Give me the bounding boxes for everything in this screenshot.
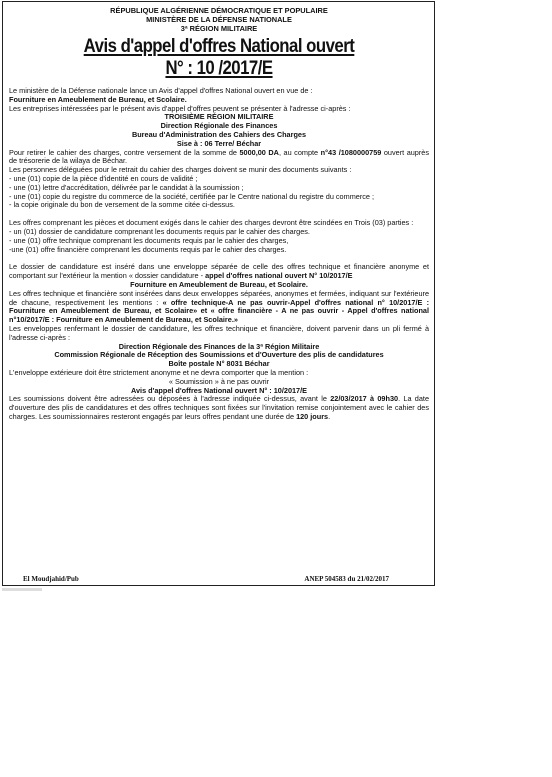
payment-text-b: , au compte <box>278 147 321 157</box>
outer-envelope-mention: « Soumission » à ne pas ouvrir <box>168 376 270 386</box>
title-line1: Avis d'appel d'offres National ouvert <box>83 35 355 57</box>
validity-days: 120 jours <box>296 411 329 421</box>
title-number: N° : 10 /2017/E <box>165 57 273 79</box>
payment-text-c: ouvert auprès de trésorerie de la wilaya de Béchar. <box>9 147 430 166</box>
address-region: TROISIÈME RÉGION MILITAIRE <box>164 112 274 122</box>
deadline-text-c: . <box>328 411 331 421</box>
notice-title <box>38 35 399 79</box>
notice-content <box>9 6 429 422</box>
envelopes-paragraph <box>9 290 429 325</box>
deadline-date: 22/03/2017 à 09h30 <box>330 394 399 404</box>
address-location: Sise à : 06 Terre/ Béchar <box>176 138 262 148</box>
candidature-text: Le dossier de candidature est inséré dans une enveloppe séparée de celle des offres technique et financière anonyme et comportant sur l'extérieur la mention « dossier candidature - <box>9 262 429 281</box>
delegates-item: - la copie originale du bon de versement de la somme citée ci-dessus. <box>9 200 235 210</box>
deadline-text-a: Les soumissions doivent être adressées ou déposées à l'adresse indiquée ci-dessus, avant le <box>9 394 331 404</box>
intro-paragraph: Le ministère de la Défense nationale lance un Avis d'appel d'offres National ouvert en vue de : <box>9 86 313 95</box>
delegates-item: - une (01) lettre d'accréditation, délivrée par le candidat à la soumission ; <box>9 182 244 192</box>
address-direction: Direction Régionale des Finances <box>160 121 278 131</box>
payment-text-a: Pour retirer le cahier des charges, contre versement de la somme de <box>9 147 240 157</box>
offers-item: - un (01) dossier de candidature comprenant les documents requis par le cahier des charges. <box>9 226 310 236</box>
payment-account: n°43 /1080000759 <box>320 147 382 157</box>
notice-footer <box>23 575 433 585</box>
address-bureau: Bureau d'Administration des Cahiers des Charges <box>131 129 307 139</box>
scan-artifact <box>2 588 42 591</box>
header-ministry: MINISTÈRE DE LA DÉFENSE NATIONALE <box>146 15 292 24</box>
outer-envelope-reference: Avis d'appel d'offres National ouvert N° : 10/2017/E <box>130 385 308 395</box>
tender-notice <box>2 1 435 586</box>
candidature-reference: appel d'offres national ouvert N° 10/2017/E <box>205 271 353 281</box>
candidature-subject: Fourniture en Ameublement de Bureau, et Scolaire. <box>130 279 308 289</box>
payment-amount: 5000,00 DA <box>239 147 279 157</box>
candidature-paragraph <box>9 263 429 281</box>
delegates-item: - une (01) copie de la pièce d'identité en cours de validité ; <box>9 173 198 183</box>
offers-item: - une (01) offre technique comprenant les documents requis par le cahier des charges, <box>9 235 289 245</box>
submission-direction: Direction Régionale des Finances de la 3ª Région Militaire <box>118 341 320 351</box>
payment-paragraph <box>9 149 429 167</box>
deadline-text-b: . La date d'ouverture des plis de candidatures et des offres techniques sont fixées sur l'invitation remise conjointement avec le cahier des charges. Les soumissionnaires resteront engagés par leurs offres pendant une durée de <box>9 394 430 421</box>
notice-body <box>9 87 429 422</box>
envelopes-text: Les offres technique et financière sont insérées dans deux enveloppes séparées, anonymes et fermées, indiquant sur l'extérieure de chacune, respectivement les mentions : <box>9 288 429 307</box>
offers-paragraph: Les offres comprenant les pièces et document exigés dans le cahier des charges devront être scindées en Trois (03) parties : <box>9 218 414 228</box>
anep-reference: ANEP 504583 du 21/02/2017 <box>304 575 389 583</box>
submission-commission: Commission Régionale de Réception des Soumissions et d'Ouverture des plis de candidatures <box>54 350 384 360</box>
submission-paragraph: Les enveloppes renfermant le dossier de candidature, les offres technique et financière, doivent parvenir dans un pli fermé à l'adresse ci-après : <box>9 323 429 342</box>
intro-subject: Fourniture en Ameublement de Bureau, et Scolaire. <box>9 94 187 104</box>
delegates-item: - une (01) copie du registre du commerce de la société, certifiée par le Centre national du registre du commerce ; <box>9 191 375 201</box>
outer-envelope-paragraph: L'enveloppe extérieure doit être strictement anonyme et ne devra comporter que la mention : <box>9 367 309 377</box>
envelopes-mentions: « offre technique-A ne pas ouvrir-Appel d'offres national n° 10/2017/E : Fourniture en Ameublement de Bureau, et Scolaire» et « offre financière - A ne pas ouvrir - Appel d'offres national n°10/2017/E : Fourniture en Ameublement de Bureau, et Scolaire.» <box>9 297 430 325</box>
submission-po-box: Boîte postale N° 8031 Béchar <box>168 359 270 369</box>
deadline-paragraph <box>9 395 429 421</box>
header-region: 3ª RÉGION MILITAIRE <box>180 24 258 33</box>
offers-item: -une (01) offre financière comprenant les documents requis par le cahier des charges. <box>9 244 287 254</box>
delegates-paragraph: Les personnes déléguées pour le retrait du cahier des charges doivent se munir des documents suivants : <box>9 165 352 175</box>
header-republic: RÉPUBLIQUE ALGÉRIENNE DÉMOCRATIQUE ET POPULAIRE <box>110 6 328 15</box>
address-intro: Les entreprises intéressées par le présent avis d'appel d'offres peuvent se présenter à l'adresse ci-après : <box>9 103 351 113</box>
publisher-credit: El Moudjahid/Pub <box>23 575 79 583</box>
